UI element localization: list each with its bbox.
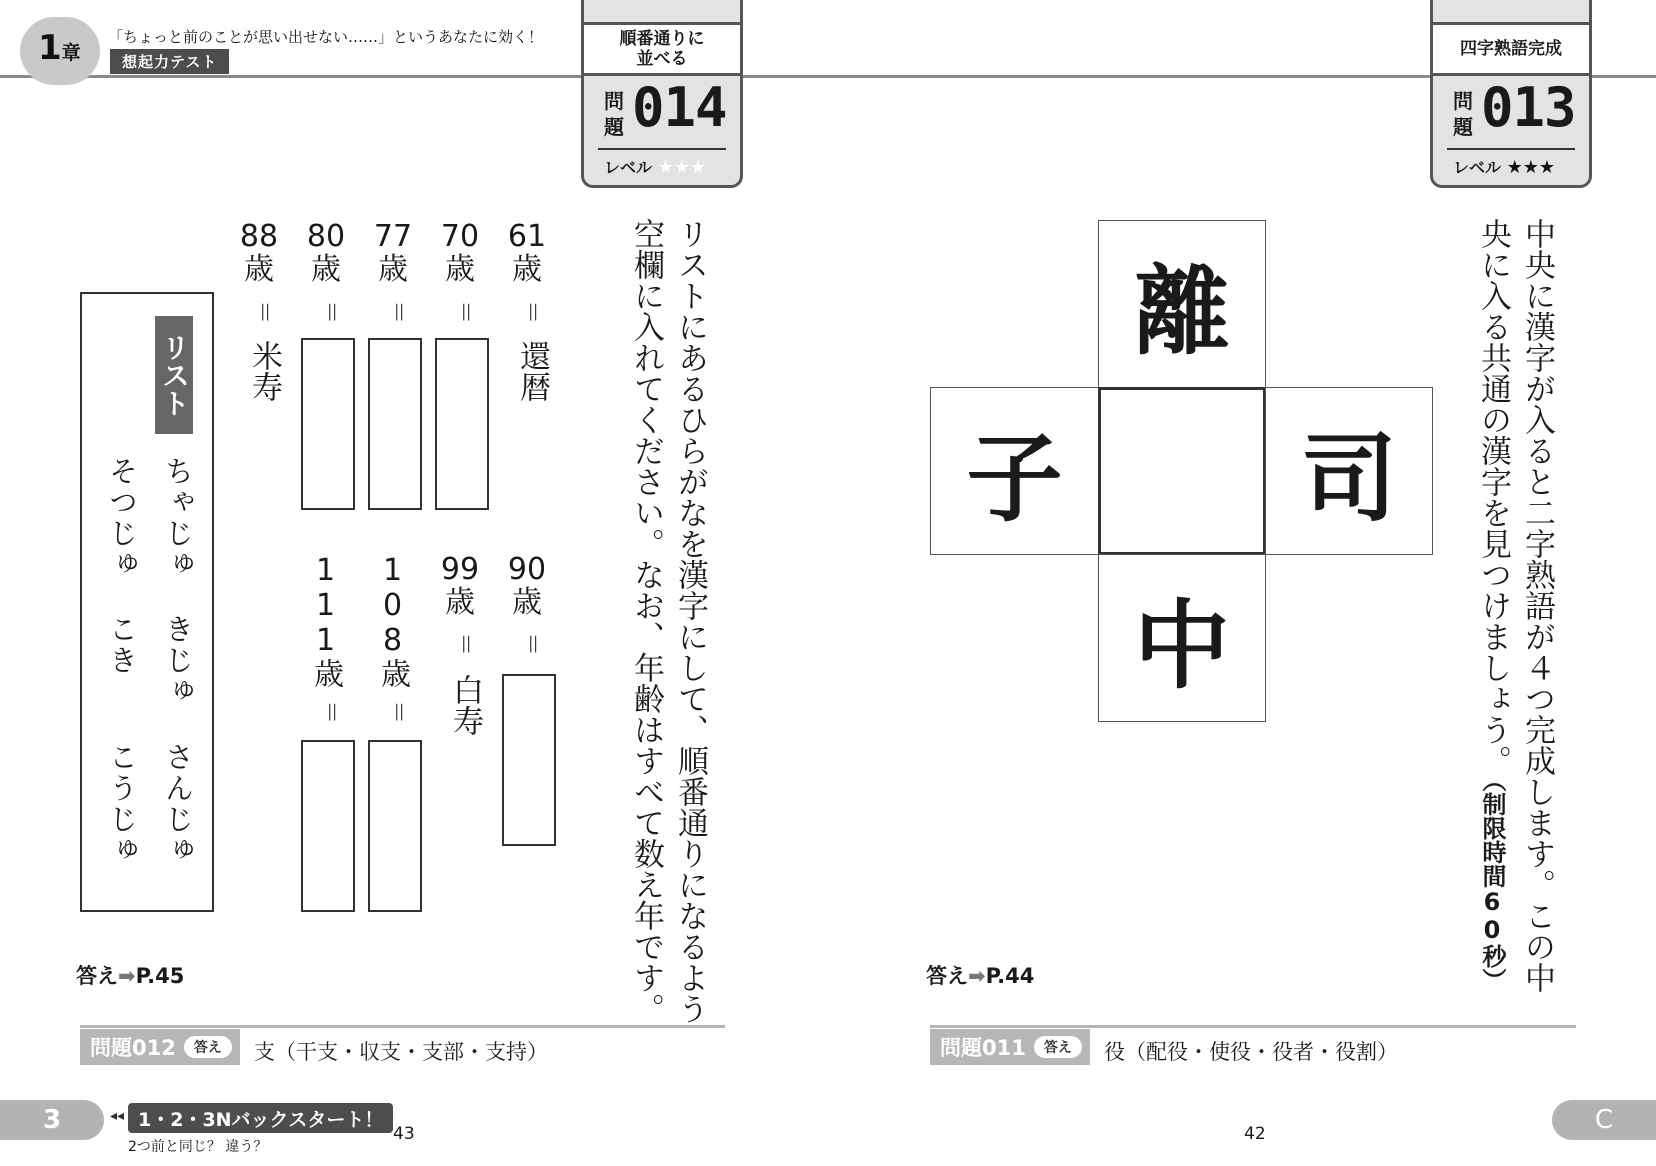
tab-q-label: 問題 <box>604 89 624 139</box>
tab-divider <box>1447 148 1575 150</box>
blank-box-80[interactable] <box>301 338 355 510</box>
list-item-koki: こき <box>105 614 139 676</box>
grid-cell-top: 離 <box>1098 220 1266 388</box>
tab-level: レベル ★★★ <box>604 157 707 178</box>
grid-cell-center-blank[interactable] <box>1098 387 1266 555</box>
instruction-line-1: リストにあるひらがなを漢字にして、順番通りになるよう <box>672 218 708 1024</box>
section-tag: 想起力テスト <box>110 49 229 74</box>
equals-sign: ＝ <box>450 300 478 324</box>
age-70: 70歳 <box>440 219 480 287</box>
level-stars: ★★★ <box>1506 157 1556 178</box>
prev-answer-text: 役（配役・使役・役者・役割） <box>1104 1040 1398 1064</box>
page-number-left: 43 <box>393 1124 415 1144</box>
blank-box-70[interactable] <box>435 338 489 510</box>
instruction-line-2: 央に入る共通の漢字を見つけましょう。 <box>1475 218 1511 776</box>
instruction-line-2: 空欄に入れてください。なお、年齢はすべて数え年です。 <box>628 218 664 1024</box>
rewind-icon: ◂◂ <box>110 1108 125 1124</box>
instruction-line-1: 中央に漢字が入ると二字熟語が４つ完成します。この中 <box>1519 218 1555 993</box>
age-108: 108歳 <box>375 553 410 688</box>
equals-sign: ＝ <box>517 632 545 656</box>
arrow-right-icon: ➡ <box>118 964 136 988</box>
list-item-sotsuju: そつじゅ <box>105 456 139 580</box>
tab-problem-number: 013 <box>1481 76 1576 139</box>
equals-sign: ＝ <box>316 300 344 324</box>
age-90: 90歳 <box>507 552 547 620</box>
blank-box-90[interactable] <box>502 674 556 846</box>
answer-pill: 答え <box>184 1036 232 1058</box>
nback-subtitle: 2つ前と同じ？ 違う？ <box>128 1139 268 1155</box>
list-item-sanju: さんじゅ <box>161 742 195 866</box>
age-88: 88歳 <box>239 219 279 287</box>
chapter-number: 1 <box>38 28 62 68</box>
equals-sign: ＝ <box>249 300 277 324</box>
prev-answer-text: 支（干支・収支・支部・支持） <box>254 1040 548 1064</box>
prev-answer-tag: 問題011 答え <box>930 1029 1090 1065</box>
header-rule <box>0 75 1656 78</box>
equals-sign: ＝ <box>517 300 545 324</box>
tab-level: レベル ★★★ <box>1453 157 1556 178</box>
age-77: 77歳 <box>373 219 413 287</box>
answer-pill: 答え <box>1034 1036 1082 1058</box>
nback-step-pill: 3 <box>0 1100 104 1140</box>
problem-tab-014 <box>581 0 743 188</box>
nback-title: 1・2・3Nバックスタート！ <box>128 1103 393 1133</box>
age-61: 61歳 <box>507 219 547 287</box>
answer-link-left[interactable]: 答え➡P.45 <box>76 964 185 988</box>
blank-box-108[interactable] <box>368 740 422 912</box>
prev-answer-tag: 問題012 答え <box>80 1029 240 1065</box>
answer-bar-rule <box>930 1025 1576 1028</box>
page-number-right: 42 <box>1244 1124 1266 1144</box>
equals-sign: ＝ <box>450 632 478 656</box>
chapter-suffix: 章 <box>61 42 81 64</box>
answer-link-right[interactable]: 答え➡P.44 <box>926 964 1035 988</box>
list-title: リスト <box>155 316 193 434</box>
blank-box-111[interactable] <box>301 740 355 912</box>
list-item-kouju: こうじゅ <box>105 742 139 866</box>
age-111: 111歳 <box>308 553 343 688</box>
grid-cell-left: 子 <box>930 387 1099 555</box>
equals-sign: ＝ <box>383 300 411 324</box>
age-99: 99歳 <box>440 552 480 620</box>
list-item-kiju: きじゅ <box>161 614 195 707</box>
equals-sign: ＝ <box>383 700 411 724</box>
level-stars: ★★★ <box>657 157 707 178</box>
nback-letter-pill: C <box>1552 1100 1656 1140</box>
blank-box-77[interactable] <box>368 338 422 510</box>
tab-divider <box>598 148 726 150</box>
tab-q-label: 問題 <box>1453 89 1473 139</box>
equals-sign: ＝ <box>316 700 344 724</box>
grid-cell-bottom: 中 <box>1098 554 1266 722</box>
time-limit: （制限時間60秒） <box>1478 768 1506 992</box>
answer-99: 白寿 <box>447 674 483 736</box>
arrow-right-icon: ➡ <box>968 964 986 988</box>
tab-category: 順番通りに並べる <box>584 22 740 76</box>
header-subtitle: 「ちょっと前のことが思い出せない……」というあなたに効く！ <box>108 28 544 46</box>
list-item-chaju: ちゃじゅ <box>161 456 195 580</box>
answer-bar-rule <box>80 1025 725 1028</box>
tab-category: 四字熟語完成 <box>1433 22 1589 76</box>
answer-88: 米寿 <box>246 340 282 402</box>
problem-tab-013 <box>1430 0 1592 188</box>
age-80: 80歳 <box>306 219 346 287</box>
chapter-label <box>38 28 81 68</box>
grid-cell-right: 司 <box>1265 387 1433 555</box>
answer-61: 還暦 <box>514 340 550 402</box>
tab-problem-number: 014 <box>632 76 727 139</box>
